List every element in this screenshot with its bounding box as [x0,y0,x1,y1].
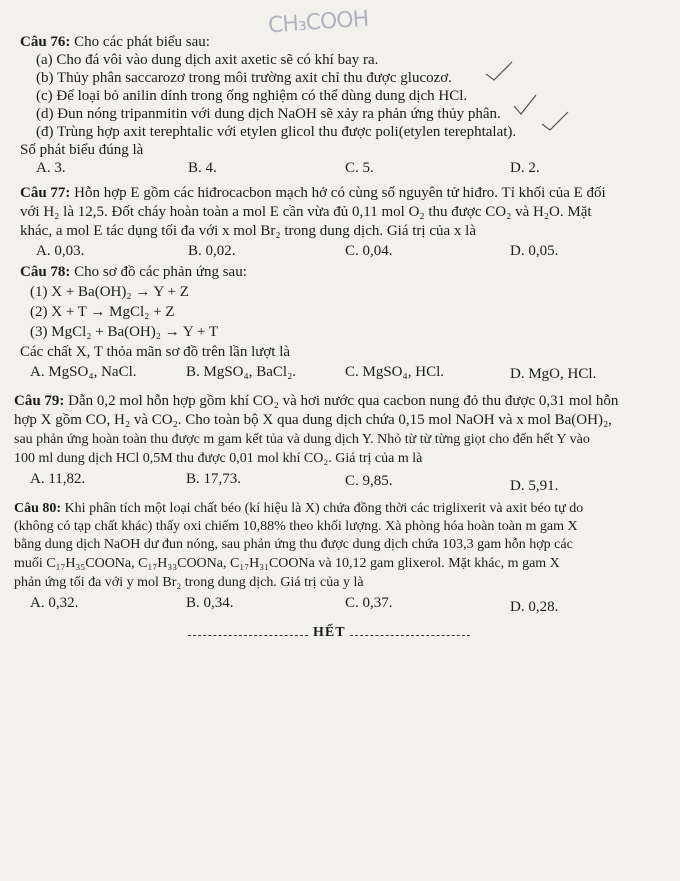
q78-option-d[interactable]: D. MgO, HCl. [510,366,597,382]
end-marker [0,625,680,649]
check-mark-icon [540,110,570,134]
q79-line-4: 100 ml dung dịch HCl 0,5M thu được 0,01 mol khí CO₂. Giá trị của m là [14,451,423,466]
q80-line-1 [14,500,583,518]
q78-reaction-1: (1) X + Ba(OH)₂ → Y + Z [30,284,189,300]
q77-option-b[interactable]: B. 0,02. [188,243,236,259]
q77-line-2: với H₂ là 12,5. Đốt cháy hoàn toàn a mol E cần vừa đủ 0,11 mol O₂ thu được CO₂ và H₂O. Mặt [20,204,592,220]
end-rule-left [188,635,308,636]
q80-option-b[interactable]: B. 0,34. [186,595,234,611]
q80-option-a[interactable]: A. 0,32. [30,595,79,611]
q79-line-3: sau phản ứng hoàn toàn thu được m gam kết tủa và dung dịch Y. Nhỏ từ từ từng giọt cho đến hết Y vào [14,432,590,447]
q79-option-b[interactable]: B. 17,73. [186,471,242,487]
q77-text-1: Hỗn hợp E gồm các hiđrocacbon mạch hở có cùng số nguyên tử hiđro. Tỉ khối của E đối [74,185,606,201]
q76-item-d: (d) Đun nóng tripanmitin với dung dịch NaOH sẽ xảy ra phản ứng thủy phân. [36,106,501,122]
q76-item-b: (b) Thủy phân saccarozơ trong môi trường axit chỉ thu được glucozơ. [36,70,452,86]
end-text: HẾT [313,625,346,640]
q78-stem: Cho sơ đồ các phản ứng sau: [74,264,247,280]
q77-line-3: khác, a mol E tác dụng tối đa với x mol Br₂ trong dung dịch. Giá trị của x là [20,223,476,239]
q76-item-dd: (đ) Trùng hợp axit terephtalic với etylen glicol thu được poli(etylen terephtalat). [36,124,517,140]
q76-option-c[interactable]: C. 5. [345,160,374,176]
q80-option-d[interactable]: D. 0,28. [510,599,559,615]
handwritten-note: CH₃COOH [267,6,370,39]
q79-line-2: hợp X gồm CO, H₂ và CO₂. Cho toàn bộ X qua dung dịch chứa 0,15 mol NaOH và x mol Ba(OH)₂, [14,412,612,428]
q78-question: Các chất X, T thỏa mãn sơ đồ trên lần lượt là [20,344,291,360]
q79-option-d[interactable]: D. 5,91. [510,478,559,494]
q79-option-c[interactable]: C. 9,85. [345,473,393,489]
check-mark-icon [484,60,514,82]
q77-option-d[interactable]: D. 0,05. [510,243,559,259]
q77-label: Câu 77: [20,185,71,201]
check-mark-icon [512,92,538,118]
q76-label: Câu 76: [20,34,71,50]
q79-line-1 [14,392,618,410]
q78-option-b[interactable]: B. MgSO₄, BaCl₂. [186,364,297,380]
q78-stem-line [20,263,247,281]
q80-line-5: phản ứng tối đa với y mol Br₂ trong dung dịch. Giá trị của y là [14,575,364,590]
q79-option-a[interactable]: A. 11,82. [30,471,86,487]
q80-line-2: (không có tạp chất khác) thấy oxi chiếm 10,88% theo khối lượng. Xà phòng hóa hoàn toàn m gam X [14,519,578,534]
q80-label: Câu 80: [14,501,62,516]
q76-stem-line [20,33,210,51]
q76-option-b[interactable]: B. 4. [188,160,217,176]
q80-text-1: Khi phân tích một loại chất béo (kí hiệu là X) chứa đồng thời các triglixerit và axit béo tự do [64,501,584,516]
q76-stem: Cho các phát biểu sau: [74,34,210,50]
end-rule-right [350,635,470,636]
q77-line-1 [20,184,606,202]
q76-item-c: (c) Để loại bỏ anilin dính trong ống nghiệm có thể dùng dung dịch HCl. [36,88,468,104]
q80-line-4: muối C₁₇H₃₅COONa, C₁₇H₃₃COONa, C₁₇H₃₁COONa và 10,12 gam glixerol. Mặt khác, m gam X [14,556,560,571]
q79-label: Câu 79: [14,393,65,409]
q80-line-3: bằng dung dịch NaOH dư đun nóng, sau phản ứng thu được dung dịch chứa 103,3 gam hỗn hợp các [14,537,573,552]
q78-reaction-2: (2) X + T → MgCl₂ + Z [30,304,175,320]
q78-option-c[interactable]: C. MgSO₄, HCl. [345,364,445,380]
q76-option-a[interactable]: A. 3. [36,160,66,176]
q78-reaction-3: (3) MgCl₂ + Ba(OH)₂ → Y + T [30,324,219,340]
q80-option-c[interactable]: C. 0,37. [345,595,393,611]
q76-item-a: (a) Cho đá vôi vào dung dịch axit axetic sẽ có khí bay ra. [36,52,379,68]
q76-question: Số phát biểu đúng là [20,142,144,158]
q77-option-a[interactable]: A. 0,03. [36,243,85,259]
q77-option-c[interactable]: C. 0,04. [345,243,393,259]
q78-option-a[interactable]: A. MgSO₄, NaCl. [30,364,137,380]
q78-label: Câu 78: [20,264,71,280]
q76-option-d[interactable]: D. 2. [510,160,540,176]
q79-text-1: Dẫn 0,2 mol hỗn hợp gồm khí CO₂ và hơi nước qua cacbon nung đỏ thu được 0,31 mol hỗn [68,393,619,409]
